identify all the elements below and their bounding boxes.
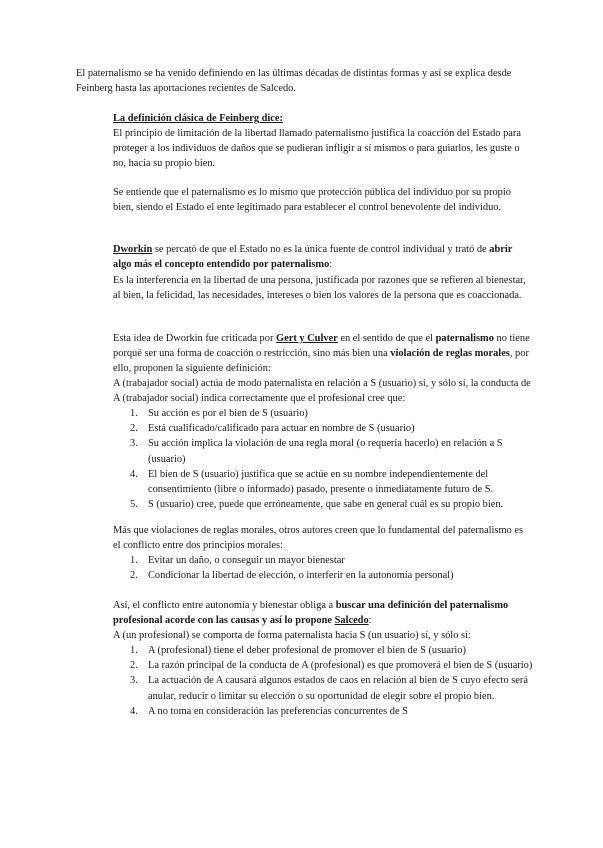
gert-bold1: paternalismo <box>435 333 494 344</box>
salcedo-criteria-list <box>113 643 536 719</box>
salcedo-bold: buscar una definición del paternalismo profesional acorde con las causas y así lo propone <box>113 600 509 627</box>
list-item: 1. A (profesional) tiene el deber profesional de promover el bien de S (usuario) <box>130 645 466 656</box>
dworkin-name: Dworkin <box>113 244 153 255</box>
gert-mid2: no tiene porqué ser una forma de coacción o restricción, sino más bien una <box>113 333 530 360</box>
gert-criteria-list <box>113 406 536 512</box>
feinberg-definition: El principio de limitación de la libertad llamado paternalismo justifica la coacción del Estado para proteger a los individuos de daños que se pudieran infligir a sí mismos o para guiarlos, les guste o no, hacia su propio bien. <box>113 128 521 170</box>
list-item: 1. Evitar un daño, o conseguir un mayor bienestar <box>130 555 345 566</box>
gert-post: , por ello, proponen la siguiente definición: <box>113 348 529 375</box>
gert-definition: A (trabajador social) actúa de modo paternalista en relación a S (usuario) sí, y sólo sí, la conducta de A (trabajador social) indica correctamente que el profesional cree que: <box>113 378 531 405</box>
list-item: 3. Su acción implica la violación de una regla moral (o requería hacerlo) en relación a S (usuario) <box>130 438 503 465</box>
dworkin-mid: se percató de que el Estado no es la única fuente de control individual y trató de <box>152 244 490 255</box>
salcedo-pre: Así, el conflicto entre autonomía y bienestar obliga a <box>113 600 336 611</box>
dworkin-paragraph <box>113 242 533 272</box>
gert-bold2: violación de reglas morales <box>390 348 510 360</box>
list-item: 1. Su acción es por el bien de S (usuario) <box>130 408 308 419</box>
list-item: 2. Está cualificado/calificado para actuar en nombre de S (usuario) <box>130 423 415 435</box>
proteccion-paragraph: Se entiende que el paternalismo es lo mismo que protección pública del individuo por su propio bien, siendo el Estado el ente legitimado para establecer el control benevolente del individuo. <box>113 187 511 214</box>
intro-paragraph: El paternalismo se ha venido definiendo en las últimas décadas de distintas formas y así se explica desde Feinberg hasta las aportaciones recientes de Salcedo. <box>76 68 512 95</box>
salcedo-author: Salcedo <box>334 615 369 627</box>
gert-authors: Gert y Culver <box>276 333 338 344</box>
conflicto-list <box>113 553 536 583</box>
salcedo-definition: A (un profesional) se comporta de forma paternalista hacia S (un usuario) sí, y sólo sí: <box>113 630 471 641</box>
feinberg-heading <box>113 111 533 126</box>
list-item: 2. La razón principal de la conducta de A (profesional) es que promoverá el bien de S (usuario) <box>130 660 533 672</box>
gert-pre: Esta idea de Dworkin fue criticada por <box>113 333 277 344</box>
list-item: 4. A no toma en consideración las preferencias concurrentes de S <box>130 705 408 717</box>
list-item: 3. La actuación de A causará algunos estados de caos en relación al bien de S cuyo efecto será anular, reducir o limitar su elección o su oportunidad de elegir sobre el propio bien. <box>130 675 528 702</box>
list-item: 5. S (usuario) cree, puede que erróneamente, que sabe en general cuál es su propio bien. <box>130 499 504 511</box>
list-item: 2. Condicionar la libertad de elección, o interferir en la autonomía personal) <box>130 570 454 582</box>
gert-mid1: en el sentido de que el <box>337 333 436 344</box>
salcedo-colon: : <box>368 615 372 627</box>
dworkin-bold: abrir algo más el concepto entendido por paternalismo <box>113 244 513 271</box>
dworkin-definition: Es la interferencia en la libertad de una persona, justificada por razones que se refieren al bienestar, al bien, la felicidad, las necesidades, intereses o bien los valores de la persona que es coaccionada. <box>113 275 526 302</box>
list-item: 4. El bien de S (usuario) justifica que se actúe en su nombre independientemente del consentimiento (libre o informado) pasado, presente o inmediatamente futuro de S. <box>130 468 494 496</box>
dworkin-colon: : <box>329 259 333 271</box>
salcedo-paragraph <box>113 598 533 628</box>
gert-paragraph <box>113 331 533 377</box>
feinberg-heading-text: La definición clásica de Feinberg dice: <box>113 113 283 124</box>
conflicto-paragraph: Más que violaciones de reglas morales, otros autores creen que lo fundamental del paternalismo es el conflicto entre dos principios morales: <box>113 525 524 552</box>
